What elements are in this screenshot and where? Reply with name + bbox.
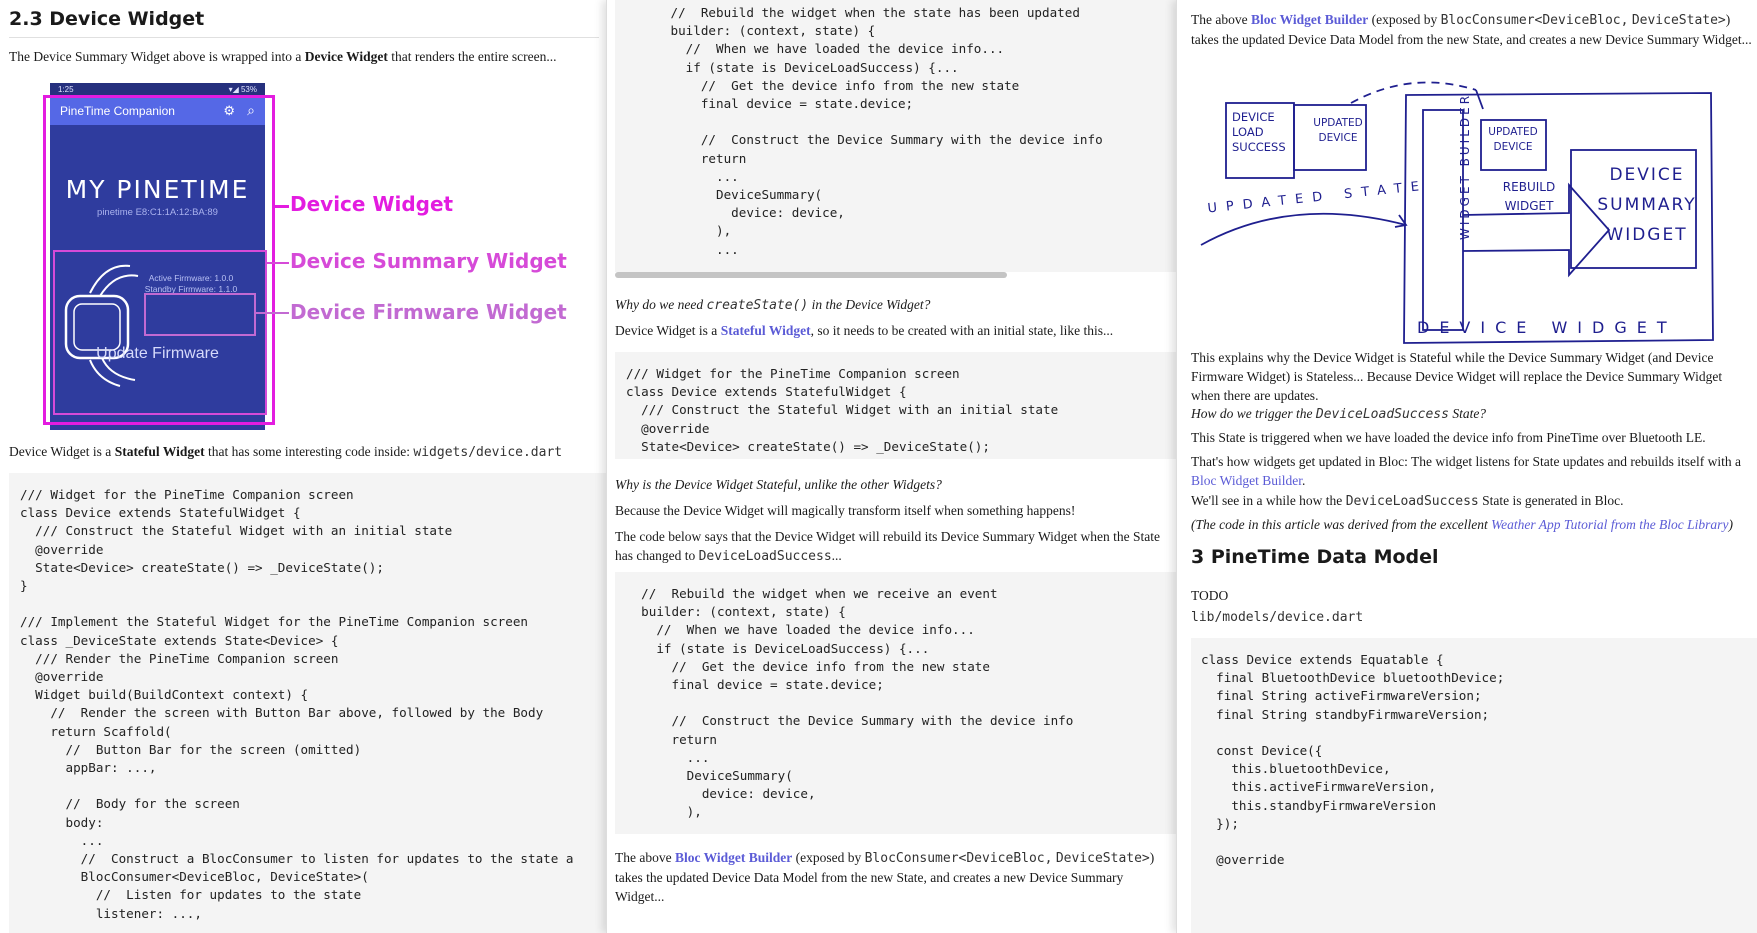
bloc-widget-builder-link-2[interactable]: Bloc Widget Builder (1191, 473, 1302, 488)
question-trigger: How do we trigger the DeviceLoadSuccess State? (1191, 406, 1487, 422)
paragraph-stateful-explain: This explains why the Device Widget is Stateful while the Device Summary Widget (and Device Firmware Widget) is Stateless... Because Device Widget will replace the Device Summary Widget when there are updates. (1191, 350, 1723, 403)
paragraph-generated: We'll see in a while how the DeviceLoadSuccess State is generated in Bloc. (1191, 493, 1624, 509)
heading-divider (9, 37, 599, 38)
stateful-widget-link[interactable]: Stateful Widget (720, 323, 811, 338)
paragraph-bloc-builder-repeat: The above Bloc Widget Builder (exposed by BlocConsumer<DeviceBloc, DeviceState>) takes the updated Device Data Model from the new State, and creates a new Device Summary Widget... (1191, 12, 1752, 47)
callout-device-widget: Device Widget (290, 192, 454, 216)
bloc-widget-builder-link[interactable]: Bloc Widget Builder (1250, 12, 1369, 27)
paragraph-magic: Because the Device Widget will magically transform itself when something happens! (615, 503, 1076, 518)
code-horizontal-scrollbar[interactable] (615, 272, 1007, 278)
phone-device-id: pinetime E8:C1:1A:12:BA:89 (97, 207, 218, 218)
device-firmware-widget-outline (144, 293, 256, 336)
question-why-stateful: Why is the Device Widget Stateful, unlike the other Widgets? (615, 477, 942, 492)
callout-device-firmware-widget: Device Firmware Widget (290, 300, 567, 324)
sketch-label-updated-device-1: UPDATED DEVICE (1313, 117, 1363, 144)
paragraph-stateful: Device Widget is a Stateful Widget, so it needs to be created with an initial state, like this... (615, 323, 1114, 338)
paragraph-credit: (The code in this article was derived from the excellent Weather App Tutorial from the Bloc Library) (1191, 517, 1733, 532)
device-dart-link[interactable]: widgets/device.dart (413, 445, 563, 460)
callout-line-firmware (256, 312, 289, 314)
section-heading-data-model: 3 PineTime Data Model (1191, 546, 1439, 568)
gear-icon: ⚙ (223, 103, 235, 118)
question-create-state: Why do we need createState() in the Device Widget? (615, 297, 931, 313)
sketch-label-load-success: DEVICE LOAD SUCCESS (1232, 110, 1286, 154)
phone-firmware-info: Active Firmware: 1.0.0 Standby Firmware: 1.1.0 (144, 273, 238, 294)
callout-device-summary-widget: Device Summary Widget (290, 249, 567, 273)
code-block-device-model: class Device extends Equatable { final BluetoothDevice bluetoothDevice; final String activeFirmwareVersion; final String standbyFirmwareVersion; const Device({ this.bluetoothDevice, this.activeFirmwareVersion, this.standbyFirmwareVersion }); @override (1191, 638, 1757, 933)
callout-line-device (275, 205, 289, 208)
phone-status-bar: 1:25 ▾◢ 53% (50, 83, 265, 97)
article-column-left (0, 0, 606, 933)
todo-text: TODO (1191, 588, 1229, 603)
sketch-label-widget-builder: WIDGET BUILDER (1458, 92, 1472, 240)
bloc-widget-builder-link[interactable]: Bloc Widget Builder (674, 850, 793, 865)
sketch-label-summary-widget: DEVICE SUMMARY WIDGET (1597, 165, 1697, 245)
device-model-file-link[interactable]: lib/models/device.dart (1191, 610, 1364, 625)
phone-device-title: MY PINETIME (65, 175, 250, 204)
intro-paragraph: The Device Summary Widget above is wrapped into a Device Widget that renders the entire screen... (9, 49, 557, 64)
sketch-label-rebuild: REBUILD WIDGET (1502, 180, 1556, 213)
weather-tutorial-link[interactable]: Weather App Tutorial from the Bloc Library (1491, 517, 1729, 532)
phone-app-bar: PineTime Companion ⚙ ⌕ (50, 97, 265, 125)
paragraph-triggered: This State is triggered when we have loaded the device info from PineTime over Bluetooth LE. (1191, 430, 1706, 445)
article-column-middle (606, 0, 1176, 933)
sketch-label-updated-device-2: UPDATED DEVICE (1488, 126, 1538, 153)
paragraph-bloc-updates: That's how widgets get updated in Bloc: The widget listens for State updates and rebuilds itself with a Bloc Widget Builder. (1191, 454, 1741, 488)
article-column-right (1176, 0, 1757, 933)
section-heading: 2.3 Device Widget (9, 8, 205, 30)
code-block-builder: // Rebuild the widget when we receive an event builder: (context, state) { // When we have loaded the device info... if (state is DeviceLoadSuccess) {... // Get the device info from the new state final device = state.device; // Construct the Device Summary with the device info return ... DeviceSummary( device: device, ), (615, 572, 1176, 834)
paragraph-rebuild: The code below says that the Device Widget will rebuild its Device Summary Widget when the State has changed to DeviceLoadSuccess... (615, 529, 1161, 564)
sketch-label-updated-state: UPDATED STATE (1206, 178, 1429, 217)
search-icon: ⌕ (247, 102, 255, 118)
stateful-paragraph: Device Widget is a Stateful Widget that has some interesting code inside: widgets/device.dart (9, 444, 563, 460)
sketch-label-device-widget: DEVICE WIDGET (1417, 318, 1677, 337)
callout-line-summary (267, 262, 289, 264)
code-block-create-state: /// Widget for the PineTime Companion screen class Device extends StatefulWidget { /// Construct the Stateful Widget with an initial state @override State<Device> createState() => _DeviceState(); (615, 352, 1176, 459)
code-block-device: /// Widget for the PineTime Companion screen class Device extends StatefulWidget { /// Construct the Stateful Widget with an initial state @override State<Device> createState() => _DeviceState(); } /// Implement the Stateful Widget for the PineTime Companion screen class _DeviceState extends State<Device> { /// Render the PineTime Companion screen @override Widget build(BuildContext context) { // Render the screen with Button Bar above, followed by the Body return Scaffold( // Button Bar for the screen (omitted) appBar: ..., // Body for the screen body: ... // Construct a BlocConsumer to listen for updates to the state a BlocConsumer<DeviceBloc, DeviceState>( // Listen for updates to the state listener: ..., (9, 473, 606, 933)
paragraph-bloc-builder: The above Bloc Widget Builder (exposed by BlocConsumer<DeviceBloc, DeviceState>) takes the updated Device Data Model from the new State, and creates a new Device Summary Widget... (615, 850, 1155, 904)
update-firmware-button[interactable]: Update Firmware (96, 345, 219, 362)
code-block-builder-top: // Rebuild the widget when the state has been updated builder: (context, state) { // When we have loaded the device info... if (state is DeviceLoadSuccess) {... // Get the device info from the new state final device = state.device; // Construct the Device Summary with the device info return ... DeviceSummary( device: device, ), ... (615, 0, 1176, 272)
